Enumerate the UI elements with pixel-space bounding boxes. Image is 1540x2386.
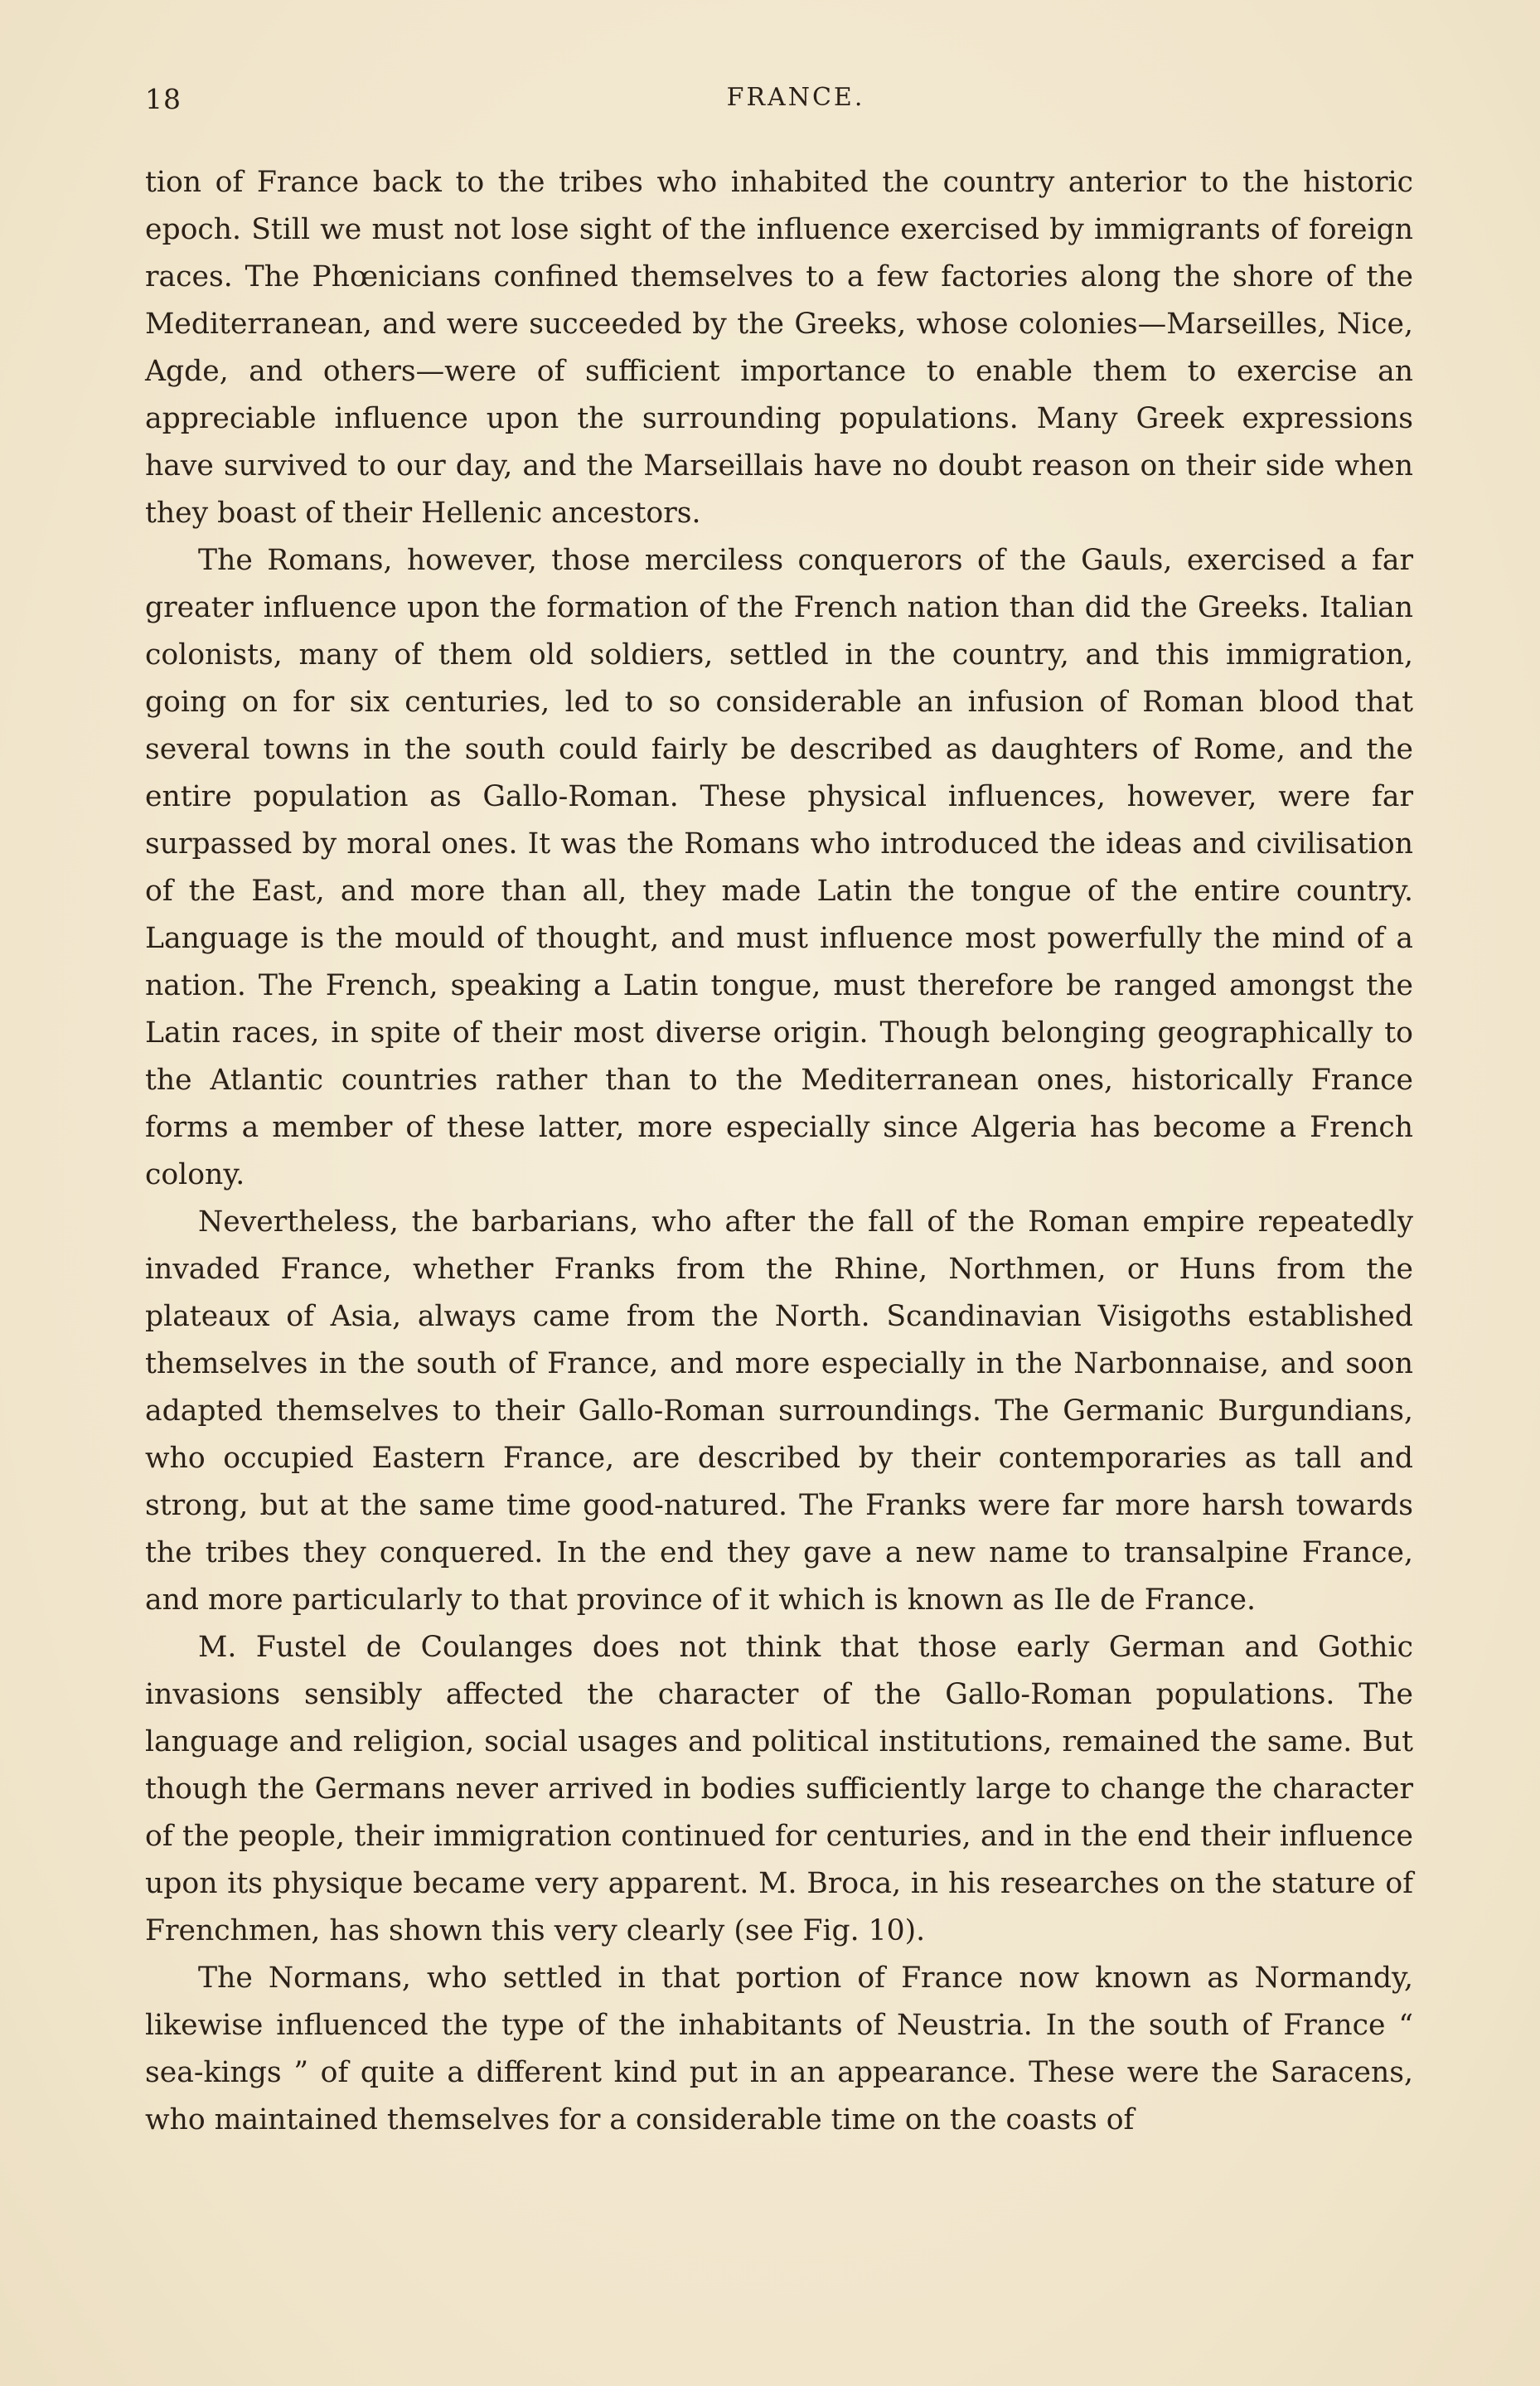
paragraph-fustel-de-coulanges: M. Fustel de Coulanges does not think that those early German and Gothic invasions sensibly affected the character of the Gallo-Roman populations. The language and religion, social usages and political institutions, remained the same. But though the Germans never arrived in bodies sufficiently large to change the character of the people, their immigration continued for centuries, and in the end their influence upon its physique became very apparent. M. Broca, in his researches on the stature of Frenchmen, has shown this very clearly (see Fig. 10).: [145, 1631, 1413, 1947]
page-number: 18: [145, 83, 182, 115]
running-head: [145, 83, 1413, 124]
paragraph-normans: The Normans, who settled in that portion of France now known as Normandy, likewise influenced the type of the inhabitants of Neustria. In the south of France “ sea-kings ” of quite a different kind put in an appearance. These were the Saracens, who maintained themselves for a considerable time on the coasts of: [145, 1962, 1413, 2136]
paragraph-romans: The Romans, however, those merciless conquerors of the Gauls, exercised a far greater influence upon the formation of the French nation than did the Greeks. Italian colonists, many of them old soldiers, settled in the country, and this immigration, going on for six centuries, led to so considerable an infusion of Roman blood that several towns in the south could fairly be described as daughters of Rome, and the entire population as Gallo-Roman. These physical influences, however, were far surpassed by moral ones. It was the Romans who introduced the ideas and civilisation of the East, and more than all, they made Latin the tongue of the entire country. Language is the mould of thought, and must influence most powerfully the mind of a nation. The French, speaking a Latin tongue, must therefore be ranged amongst the Latin races, in spite of their most diverse origin. Though belonging geographically to the Atlantic countries rather than to the Mediterranean ones, historically France forms a member of these latter, more especially since Algeria has become a French colony.: [145, 544, 1413, 1191]
paragraph-continuation: tion of France back to the tribes who inhabited the country anterior to the historic epoch. Still we must not lose sight of the influence exercised by immigrants of foreign races. The Phœnicians confined themselves to a few factories along the shore of the Mediterranean, and were succeeded by the Greeks, whose colonies—Marseilles, Nice, Agde, and others—were of sufficient importance to enable them to exercise an appreciable influence upon the surrounding populations. Many Greek expressions have survived to our day, and the Marseillais have no doubt reason on their side when they boast of their Hellenic ancestors.: [145, 166, 1413, 530]
paragraph-barbarians: Nevertheless, the barbarians, who after the fall of the Roman empire repeatedly invaded France, whether Franks from the Rhine, Northmen, or Huns from the plateaux of Asia, always came from the North. Scandinavian Visigoths established themselves in the south of France, and more especially in the Narbonnaise, and soon adapted themselves to their Gallo-Roman surroundings. The Germanic Burgundians, who occupied Eastern France, are described by their contemporaries as tall and strong, but at the same time good-natured. The Franks were far more harsh towards the tribes they conquered. In the end they gave a new name to transalpine France, and more particularly to that province of it which is known as Ile de France.: [145, 1205, 1413, 1617]
body-text: [145, 159, 1413, 2144]
running-title: FRANCE.: [726, 83, 865, 112]
